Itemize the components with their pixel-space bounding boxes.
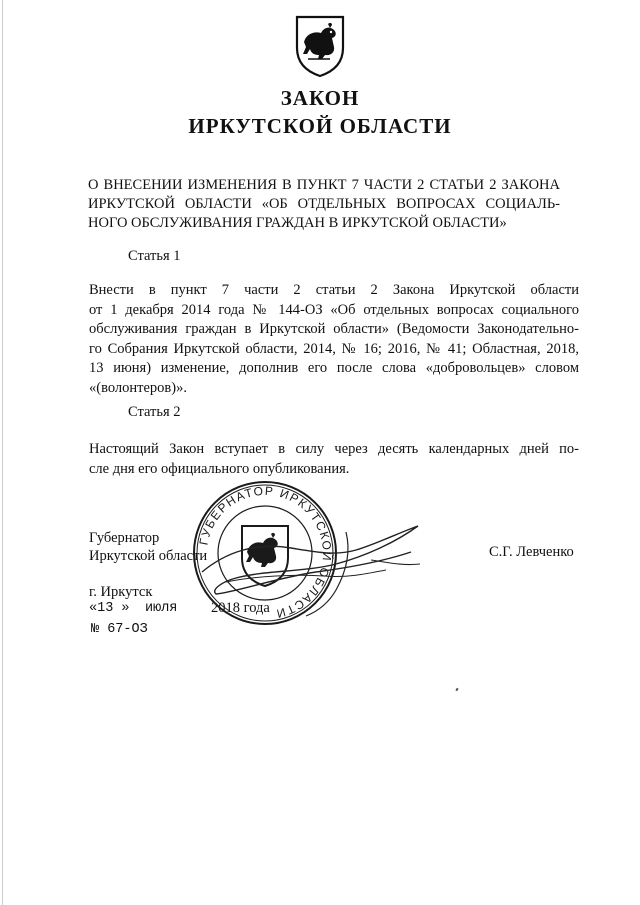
article-1-text [89, 281, 579, 398]
article-2-text [89, 440, 579, 479]
text-line: Настоящий Закон вступает в силу через десять календарных дней по- [89, 441, 579, 457]
position-line: Губернатор [89, 530, 160, 546]
text-line: го Собрания Иркутской области, 2014, № 16; 2016, № 41; Областная, 2018, [89, 340, 579, 357]
signatory-name: С.Г. Левченко [489, 544, 574, 560]
date-year: 2018 года [211, 600, 270, 616]
scan-speck [455, 688, 458, 692]
text-line: Внести в пункт 7 части 2 статьи 2 Закона Иркутской области [89, 282, 579, 298]
subject-line: НОГО ОБСЛУЖИВАНИЯ ГРАЖДАН В ИРКУТСКОЙ ОБЛАСТИ» [88, 215, 507, 231]
text-line: 13 июня) изменение, дополнив его после слова «добровольцев» словом [89, 360, 579, 376]
date-month: июля [145, 601, 178, 616]
handwritten-signature [196, 512, 426, 622]
position-line: Иркутской области [89, 548, 208, 564]
text-line: «(волонтеров)». [89, 379, 187, 396]
text-line: от 1 декабря 2014 года № 144-ОЗ «Об отдельных вопросах социального [89, 301, 579, 318]
article-2-heading: Статья 2 [128, 404, 181, 420]
coat-of-arms-icon [294, 14, 346, 78]
law-title: ЗАКОН [280, 86, 360, 110]
text-line: обслуживания граждан в Иркутской области» (Ведомости Законодательно- [89, 321, 579, 337]
date-day: «13 » [89, 601, 130, 616]
seal-ring-text: ГУБЕРНАТОР ИРКУТСКОЙ ОБЛАСТИ [196, 483, 335, 622]
law-subject [88, 176, 560, 233]
place-of-signing: г. Иркутск [89, 584, 153, 600]
article-1-heading: Статья 1 [128, 248, 181, 264]
law-number: № 67-ОЗ [91, 622, 148, 637]
subject-line: О ВНЕСЕНИИ ИЗМЕНЕНИЯ В ПУНКТ 7 ЧАСТИ 2 СТАТЬИ 2 ЗАКОНА [88, 177, 560, 193]
subject-line: ИРКУТСКОЙ ОБЛАСТИ «ОБ ОТДЕЛЬНЫХ ВОПРОСАХ СОЦИАЛЬ- [88, 196, 560, 212]
law-region-title: ИРКУТСКОЙ ОБЛАСТИ [188, 114, 452, 138]
text-line: сле дня его официального опубликования. [89, 460, 350, 477]
